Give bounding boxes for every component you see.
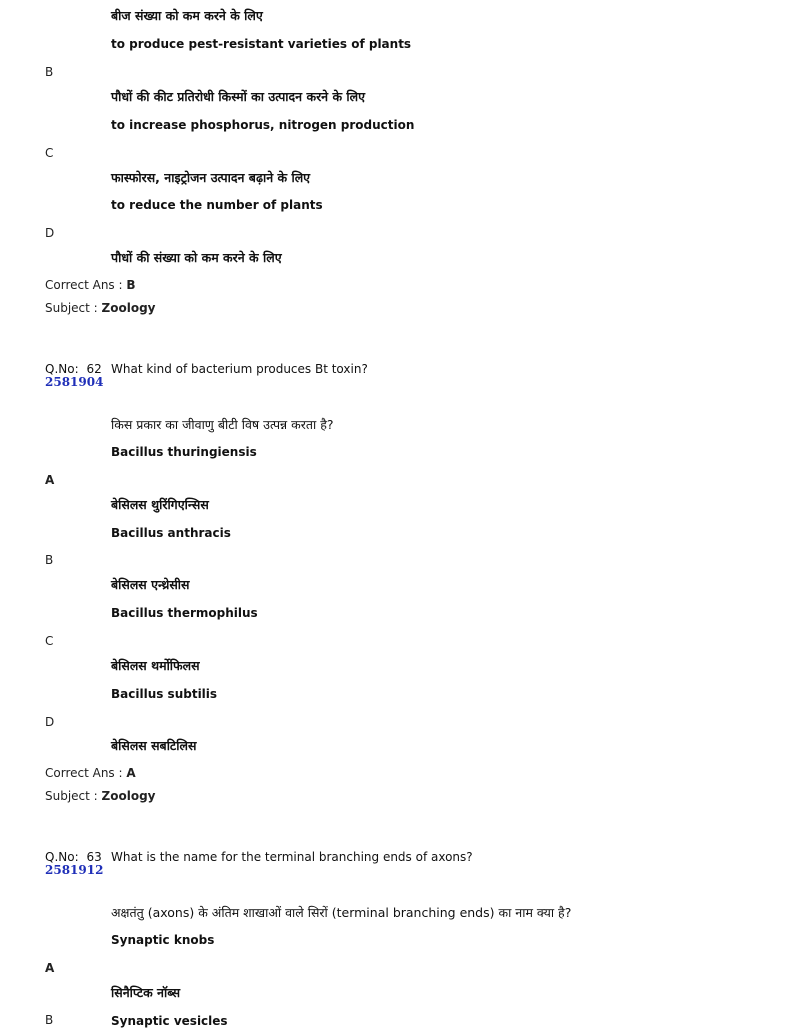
correct-answer-label (45, 767, 136, 779)
subject-label (45, 302, 156, 314)
question-text-english: What kind of bacterium produces Bt toxin? (111, 362, 368, 376)
option-a-hindi-text: बेसिलस थुरिंगिएन्सिस (111, 497, 209, 512)
question-text-hindi: अक्षतंतु (axons) के अंतिम शाखाओं वाले सिरों (terminal branching ends) का नाम क्या है? (111, 905, 572, 920)
subject-caption: Subject : (45, 789, 98, 803)
option-b-hindi-text: पौधों की कीट प्रतिरोधी किस्मों का उत्पादन करने के लिए (111, 89, 366, 104)
option-b-english-text: Bacillus anthracis (111, 526, 231, 540)
option-letter-c: C (45, 146, 54, 160)
correct-answer-value: B (126, 278, 136, 292)
question-id: 2581912 (45, 863, 104, 877)
option-d-english-text: to reduce the number of plants (111, 198, 323, 212)
correct-answer-caption: Correct Ans : (45, 766, 123, 780)
option-d-hindi-text: पौधों की संख्या को कम करने के लिए (111, 250, 282, 265)
subject-caption: Subject : (45, 301, 98, 315)
option-a-hindi-text: सिनैप्टिक नॉब्स (111, 985, 181, 1000)
subject-value: Zoology (101, 789, 156, 803)
option-d-hindi-text: बेसिलस सबटिलिस (111, 738, 197, 753)
option-b-english-text: Synaptic vesicles (111, 1014, 228, 1028)
question-text-hindi: किस प्रकार का जीवाणु बीटी विष उत्पन्न करता है? (111, 417, 334, 432)
option-letter-b: B (45, 553, 54, 567)
option-b-hindi-text: बेसिलस एन्थ्रेसीस (111, 577, 190, 592)
option-a-english-text: Synaptic knobs (111, 933, 215, 947)
question-number (45, 363, 102, 375)
question-number (45, 851, 102, 863)
subject-value: Zoology (101, 301, 156, 315)
subject-label (45, 790, 156, 802)
question-number-label: Q.No: (45, 850, 79, 864)
option-letter-a: A (45, 961, 55, 975)
option-a-english-text: Bacillus thuringiensis (111, 445, 257, 459)
option-c-english-text: to increase phosphorus, nitrogen production (111, 118, 415, 132)
option-b-english-text: to produce pest-resistant varieties of plants (111, 37, 412, 51)
option-letter-d: D (45, 715, 55, 729)
option-c-english-text: Bacillus thermophilus (111, 606, 258, 620)
correct-answer-caption: Correct Ans : (45, 278, 123, 292)
option-letter-c: C (45, 634, 54, 648)
option-letter-b: B (45, 65, 54, 79)
question-number-value: 62 (86, 362, 102, 376)
question-text-english: What is the name for the terminal branching ends of axons? (111, 850, 473, 864)
question-id: 2581904 (45, 375, 104, 389)
option-d-english-text: Bacillus subtilis (111, 687, 218, 701)
question-number-label: Q.No: (45, 362, 79, 376)
option-c-hindi-text: बेसिलस थर्मोफिलस (111, 658, 200, 673)
option-letter-b: B (45, 1013, 54, 1027)
option-a-hindi-text: बीज संख्या को कम करने के लिए (111, 8, 263, 23)
correct-answer-value: A (126, 766, 136, 780)
option-letter-a: A (45, 473, 55, 487)
correct-answer-label (45, 279, 136, 291)
question-number-value: 63 (86, 850, 102, 864)
option-c-hindi-text: फास्फोरस, नाइट्रोजन उत्पादन बढ़ाने के लिए (111, 170, 311, 185)
option-letter-d: D (45, 226, 55, 240)
